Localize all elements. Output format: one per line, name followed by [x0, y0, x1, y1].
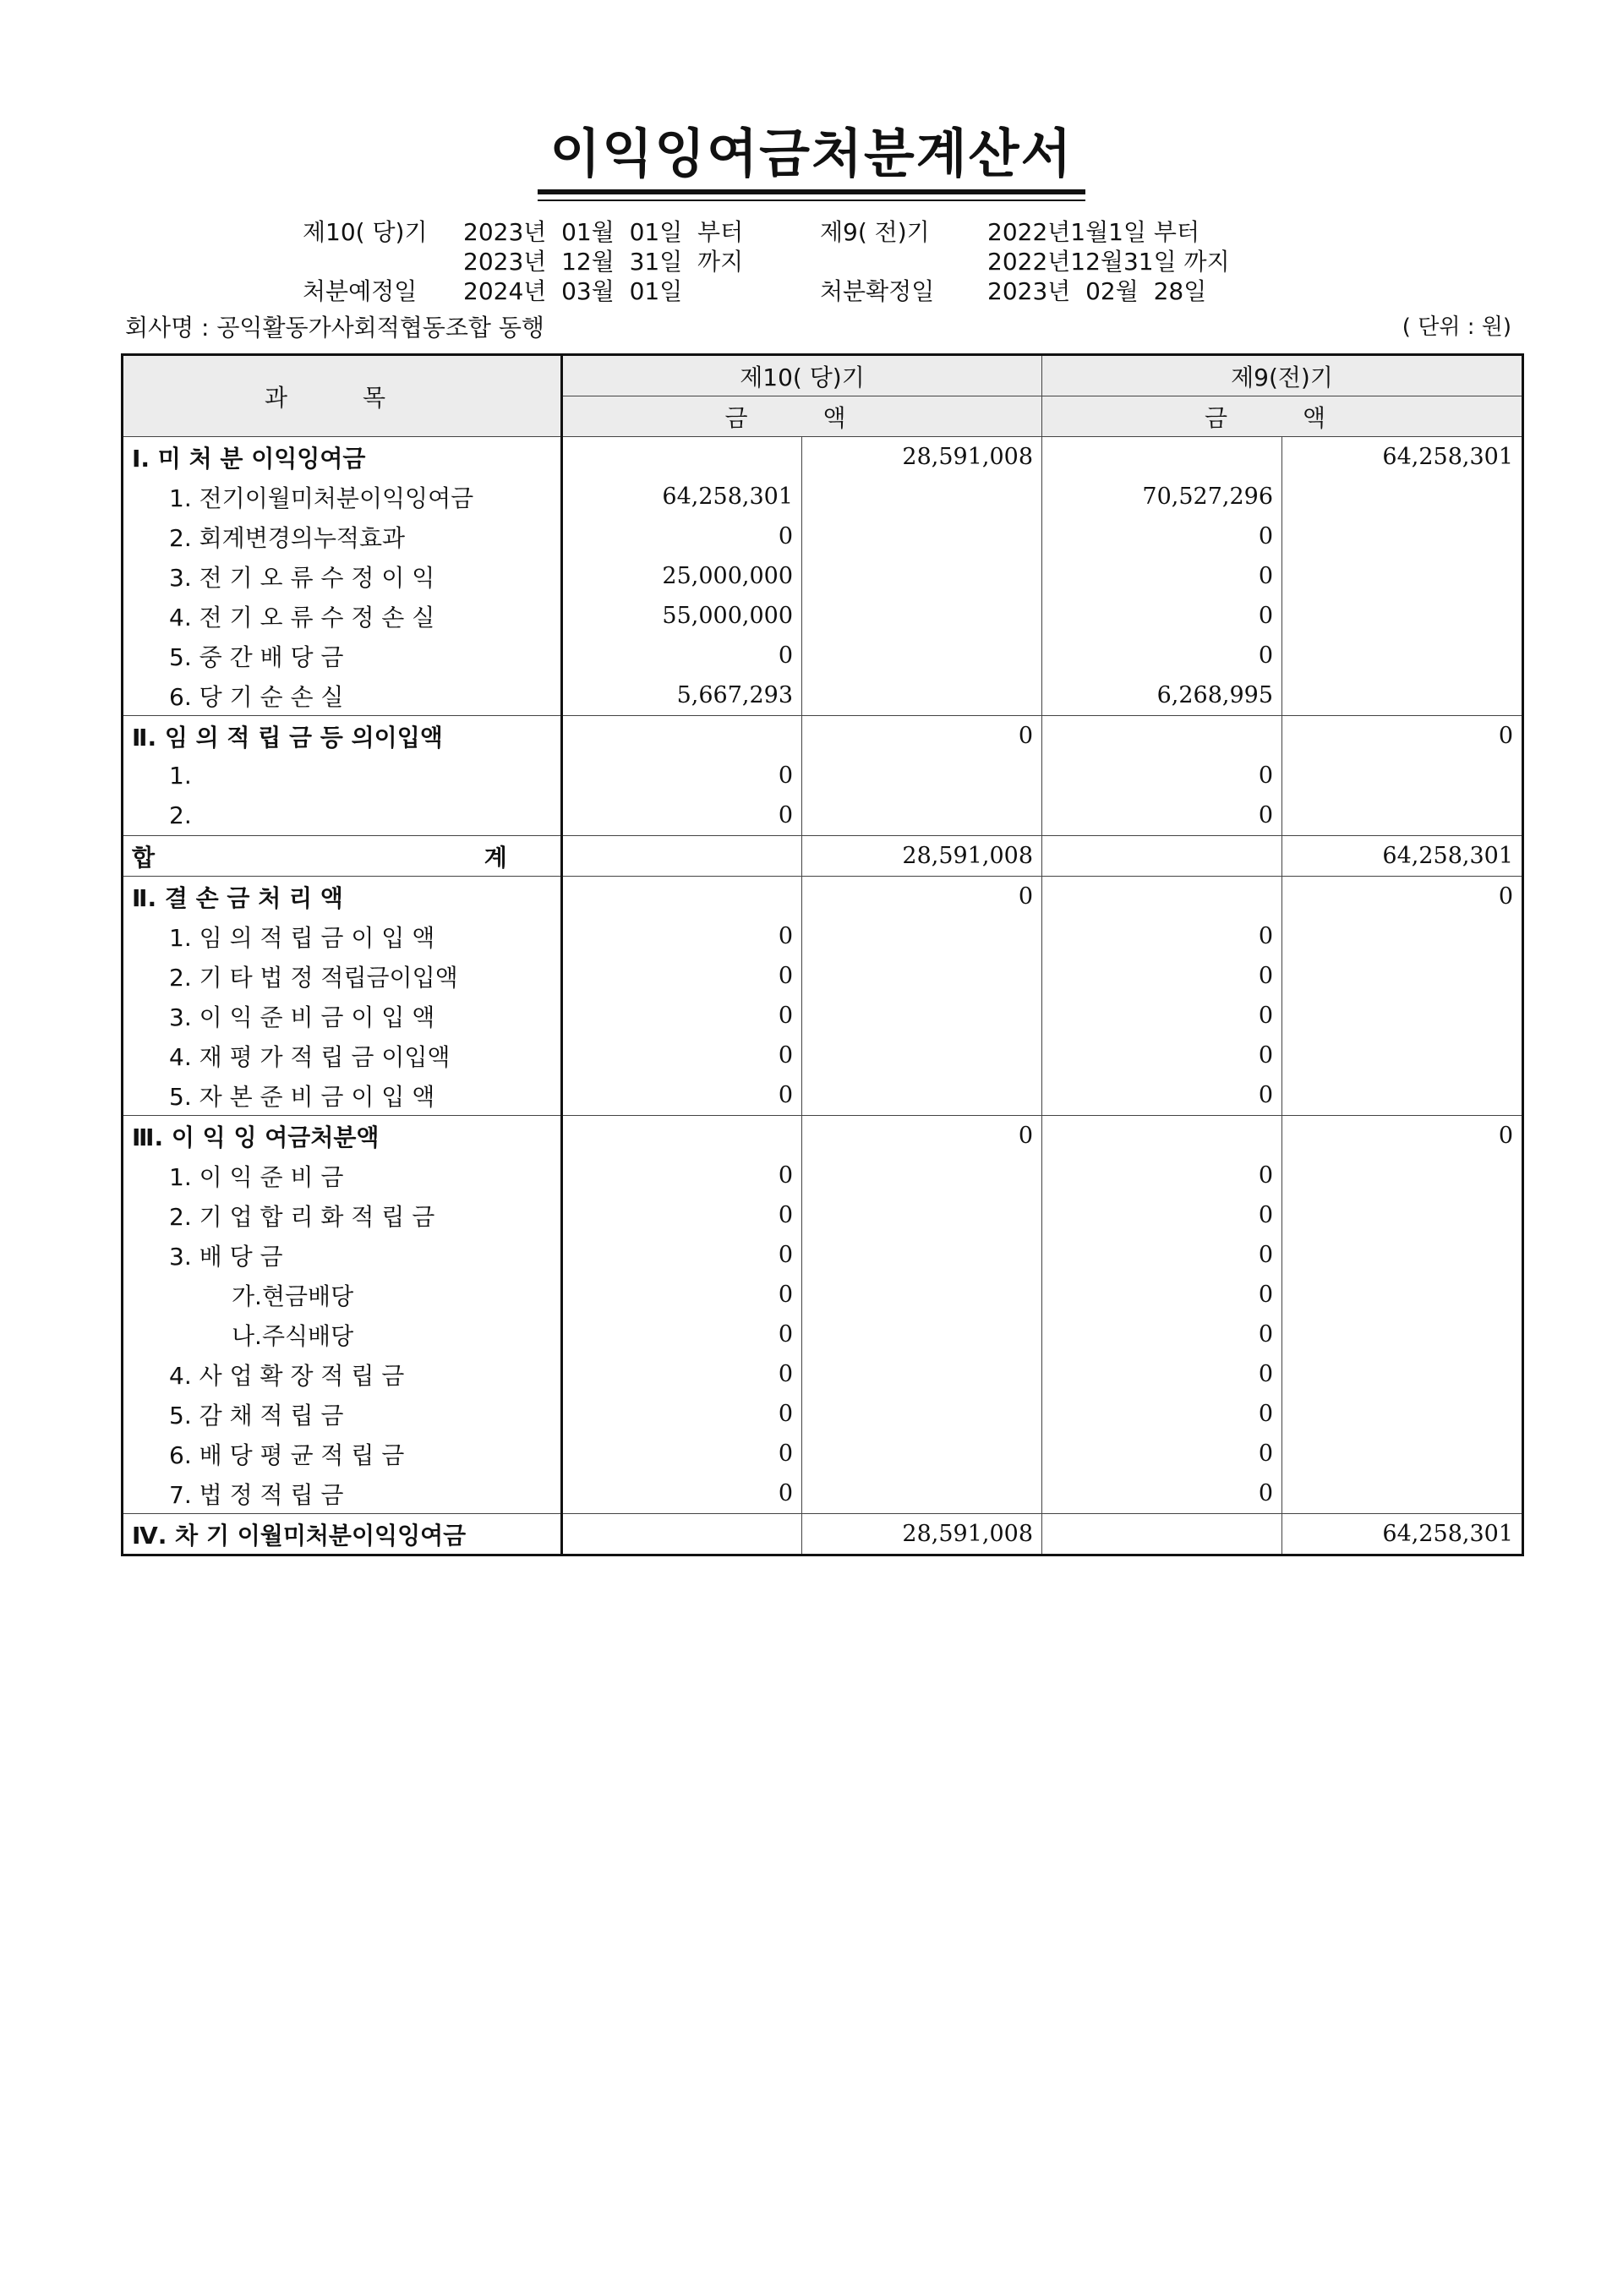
row-label: Ⅰ. 미 처 분 이익잉여금 — [123, 437, 562, 478]
amount-pri-b — [1282, 556, 1523, 596]
amount-pri-a: 0 — [1042, 916, 1282, 956]
amount-pri-b — [1282, 795, 1523, 836]
company-name: 회사명 : 공익활동가사회적협동조합 동행 — [125, 314, 544, 342]
amount-cur-a — [562, 877, 802, 917]
disposal-confirmed-label: 처분확정일 — [820, 277, 935, 305]
row-label: Ⅱ. 결 손 금 처 리 액 — [123, 877, 562, 917]
row-label: 2. 기 타 법 정 적립금이입액 — [123, 956, 562, 996]
amount-pri-a — [1042, 877, 1282, 917]
amount-pri-a: 0 — [1042, 756, 1282, 795]
header-prior-amount: 금 액 — [1042, 396, 1523, 437]
table-row — [123, 675, 1523, 716]
row-label: 5. 중 간 배 당 금 — [123, 636, 562, 675]
row-label: 가.현금배당 — [123, 1275, 562, 1315]
amount-pri-a: 0 — [1042, 1434, 1282, 1473]
amount-pri-a: 0 — [1042, 1315, 1282, 1354]
amount-pri-b — [1282, 1354, 1523, 1394]
row-label: 1. 임 의 적 립 금 이 입 액 — [123, 916, 562, 956]
amount-pri-a: 0 — [1042, 1394, 1282, 1434]
table-row — [123, 1315, 1523, 1354]
amount-cur-b — [802, 1354, 1042, 1394]
table-row — [123, 1394, 1523, 1434]
amount-cur-a: 0 — [562, 1075, 802, 1116]
amount-pri-a: 0 — [1042, 1195, 1282, 1235]
table-row — [123, 716, 1523, 757]
amount-cur-a: 0 — [562, 1275, 802, 1315]
amount-pri-a — [1042, 1116, 1282, 1156]
row-label: 2. 기 업 합 리 화 적 립 금 — [123, 1195, 562, 1235]
amount-pri-b: 0 — [1282, 1116, 1523, 1156]
row-label: 7. 법 정 적 립 금 — [123, 1473, 562, 1514]
table-row — [123, 1235, 1523, 1275]
row-label: 6. 배 당 평 균 적 립 금 — [123, 1434, 562, 1473]
amount-cur-b — [802, 916, 1042, 956]
amount-pri-b — [1282, 916, 1523, 956]
amount-cur-b — [802, 1434, 1042, 1473]
current-period-label: 제10( 당)기 — [303, 218, 428, 246]
header-prior-period: 제9(전)기 — [1042, 355, 1523, 396]
amount-pri-a — [1042, 716, 1282, 757]
amount-pri-a: 0 — [1042, 636, 1282, 675]
amount-pri-b — [1282, 596, 1523, 636]
amount-cur-b: 28,591,008 — [802, 1514, 1042, 1555]
document-title: 이익잉여금처분계산서 — [549, 123, 1074, 184]
amount-cur-a: 0 — [562, 1315, 802, 1354]
row-label: 6. 당 기 순 손 실 — [123, 675, 562, 716]
amount-cur-b — [802, 1235, 1042, 1275]
current-period-to: 2023년 12월 31일 까지 — [463, 248, 744, 276]
row-label: 3. 전 기 오 류 수 정 이 익 — [123, 556, 562, 596]
amount-pri-b — [1282, 1473, 1523, 1514]
table-row — [123, 1434, 1523, 1473]
prior-period-from: 2022년1월1일 부터 — [987, 218, 1200, 246]
amount-cur-a: 0 — [562, 517, 802, 556]
table-row — [123, 596, 1523, 636]
amount-cur-b — [802, 675, 1042, 716]
row-label: 4. 사 업 확 장 적 립 금 — [123, 1354, 562, 1394]
amount-cur-b — [802, 1195, 1042, 1235]
table-row — [123, 996, 1523, 1036]
row-label: 3. 배 당 금 — [123, 1235, 562, 1275]
amount-cur-a — [562, 716, 802, 757]
amount-pri-b — [1282, 1434, 1523, 1473]
table-row — [123, 1275, 1523, 1315]
header-current-amount: 금 액 — [562, 396, 1042, 437]
table-row — [123, 1473, 1523, 1514]
amount-cur-a: 0 — [562, 916, 802, 956]
amount-pri-b — [1282, 1315, 1523, 1354]
amount-cur-b — [802, 1473, 1042, 1514]
amount-cur-b — [802, 1394, 1042, 1434]
amount-cur-a: 0 — [562, 1473, 802, 1514]
row-label: 나.주식배당 — [123, 1315, 562, 1354]
amount-pri-a: 0 — [1042, 1275, 1282, 1315]
amount-cur-a — [562, 1116, 802, 1156]
amount-cur-a: 0 — [562, 996, 802, 1036]
amount-cur-a: 64,258,301 — [562, 477, 802, 517]
amount-pri-b: 64,258,301 — [1282, 836, 1523, 877]
table-row — [123, 1075, 1523, 1116]
amount-pri-b — [1282, 1156, 1523, 1195]
amount-pri-a: 0 — [1042, 1235, 1282, 1275]
table-body — [123, 437, 1523, 1555]
title-underline-thin — [538, 200, 1085, 201]
amount-pri-b: 0 — [1282, 877, 1523, 917]
amount-pri-a: 0 — [1042, 956, 1282, 996]
amount-pri-b — [1282, 477, 1523, 517]
amount-pri-b: 0 — [1282, 716, 1523, 757]
amount-cur-a: 0 — [562, 1394, 802, 1434]
amount-pri-b — [1282, 1235, 1523, 1275]
table-row — [123, 556, 1523, 596]
table-row — [123, 517, 1523, 556]
amount-cur-b: 0 — [802, 1116, 1042, 1156]
amount-pri-b — [1282, 1195, 1523, 1235]
table-row — [123, 795, 1523, 836]
table-row — [123, 477, 1523, 517]
amount-cur-b — [802, 956, 1042, 996]
amount-cur-b — [802, 636, 1042, 675]
amount-pri-b — [1282, 996, 1523, 1036]
table-row — [123, 1514, 1523, 1555]
unit-label: ( 단위 : 원) — [1402, 314, 1511, 340]
row-label: 4. 전 기 오 류 수 정 손 실 — [123, 596, 562, 636]
current-period-from: 2023년 01월 01일 부터 — [463, 218, 744, 246]
amount-pri-b — [1282, 1036, 1523, 1075]
table-row — [123, 877, 1523, 917]
amount-cur-b: 0 — [802, 716, 1042, 757]
row-label: 3. 이 익 준 비 금 이 입 액 — [123, 996, 562, 1036]
amount-cur-a: 0 — [562, 1195, 802, 1235]
amount-cur-b — [802, 1036, 1042, 1075]
amount-pri-b: 64,258,301 — [1282, 1514, 1523, 1555]
amount-cur-b: 28,591,008 — [802, 836, 1042, 877]
amount-pri-a: 0 — [1042, 795, 1282, 836]
disposal-planned-date: 2024년 03월 01일 — [463, 277, 683, 305]
row-label: 5. 감 채 적 립 금 — [123, 1394, 562, 1434]
amount-pri-a — [1042, 836, 1282, 877]
table-row — [123, 1036, 1523, 1075]
row-label: Ⅲ. 이 익 잉 여금처분액 — [123, 1116, 562, 1156]
prior-period-to: 2022년12월31일 까지 — [987, 248, 1230, 276]
title-underline-thick — [538, 189, 1085, 194]
row-label: 1. — [123, 756, 562, 795]
row-label: Ⅳ. 차 기 이월미처분이익잉여금 — [123, 1514, 562, 1555]
amount-cur-b — [802, 1315, 1042, 1354]
row-label: 2. — [123, 795, 562, 836]
row-label: 4. 재 평 가 적 립 금 이입액 — [123, 1036, 562, 1075]
amount-pri-a: 0 — [1042, 1036, 1282, 1075]
table-row — [123, 1354, 1523, 1394]
table-row — [123, 1195, 1523, 1235]
header-current-period: 제10( 당)기 — [562, 355, 1042, 396]
disposal-planned-label: 처분예정일 — [303, 277, 418, 305]
amount-pri-b — [1282, 1275, 1523, 1315]
amount-pri-a: 0 — [1042, 1473, 1282, 1514]
amount-cur-a: 55,000,000 — [562, 596, 802, 636]
table-row — [123, 636, 1523, 675]
amount-cur-a: 0 — [562, 795, 802, 836]
amount-pri-b — [1282, 636, 1523, 675]
amount-pri-a: 6,268,995 — [1042, 675, 1282, 716]
amount-cur-b — [802, 1156, 1042, 1195]
amount-cur-a: 0 — [562, 1235, 802, 1275]
amount-cur-a — [562, 437, 802, 478]
amount-cur-b: 0 — [802, 877, 1042, 917]
table-row — [123, 1156, 1523, 1195]
amount-pri-b — [1282, 956, 1523, 996]
row-label: 합 계 — [123, 836, 562, 877]
amount-pri-b — [1282, 1075, 1523, 1116]
amount-cur-a: 25,000,000 — [562, 556, 802, 596]
amount-pri-a: 0 — [1042, 1075, 1282, 1116]
amount-pri-a: 0 — [1042, 517, 1282, 556]
amount-cur-b — [802, 795, 1042, 836]
amount-pri-b — [1282, 756, 1523, 795]
prior-period-label: 제9( 전)기 — [820, 218, 930, 246]
amount-cur-a: 0 — [562, 636, 802, 675]
amount-pri-a — [1042, 437, 1282, 478]
row-label: Ⅱ. 임 의 적 립 금 등 의이입액 — [123, 716, 562, 757]
amount-cur-a: 0 — [562, 1156, 802, 1195]
amount-cur-b — [802, 756, 1042, 795]
disposition-table — [121, 353, 1524, 1556]
row-label: 1. 이 익 준 비 금 — [123, 1156, 562, 1195]
amount-cur-a: 5,667,293 — [562, 675, 802, 716]
table-row — [123, 836, 1523, 877]
amount-cur-b: 28,591,008 — [802, 437, 1042, 478]
amount-pri-a: 0 — [1042, 596, 1282, 636]
amount-cur-a: 0 — [562, 1434, 802, 1473]
table-row — [123, 916, 1523, 956]
amount-cur-b — [802, 517, 1042, 556]
amount-pri-a: 0 — [1042, 996, 1282, 1036]
amount-cur-a — [562, 1514, 802, 1555]
amount-cur-b — [802, 996, 1042, 1036]
row-label: 1. 전기이월미처분이익잉여금 — [123, 477, 562, 517]
amount-cur-b — [802, 1275, 1042, 1315]
amount-cur-a: 0 — [562, 1354, 802, 1394]
amount-pri-a: 0 — [1042, 556, 1282, 596]
table-header-row — [123, 355, 1523, 396]
amount-cur-b — [802, 556, 1042, 596]
amount-pri-a: 70,527,296 — [1042, 477, 1282, 517]
disposal-confirmed-date: 2023년 02월 28일 — [987, 277, 1207, 305]
title-block — [0, 125, 1623, 201]
table-row — [123, 956, 1523, 996]
amount-cur-b — [802, 477, 1042, 517]
table-row — [123, 437, 1523, 478]
amount-pri-b — [1282, 675, 1523, 716]
amount-pri-a: 0 — [1042, 1156, 1282, 1195]
table-row — [123, 1116, 1523, 1156]
amount-pri-a — [1042, 1514, 1282, 1555]
amount-cur-a: 0 — [562, 756, 802, 795]
amount-cur-b — [802, 596, 1042, 636]
header-subject: 과 목 — [123, 355, 562, 437]
amount-cur-a: 0 — [562, 956, 802, 996]
amount-cur-a: 0 — [562, 1036, 802, 1075]
amount-pri-b — [1282, 517, 1523, 556]
amount-cur-b — [802, 1075, 1042, 1116]
amount-pri-b: 64,258,301 — [1282, 437, 1523, 478]
table-row — [123, 756, 1523, 795]
row-label: 2. 회계변경의누적효과 — [123, 517, 562, 556]
amount-pri-b — [1282, 1394, 1523, 1434]
amount-pri-a: 0 — [1042, 1354, 1282, 1394]
row-label: 5. 자 본 준 비 금 이 입 액 — [123, 1075, 562, 1116]
